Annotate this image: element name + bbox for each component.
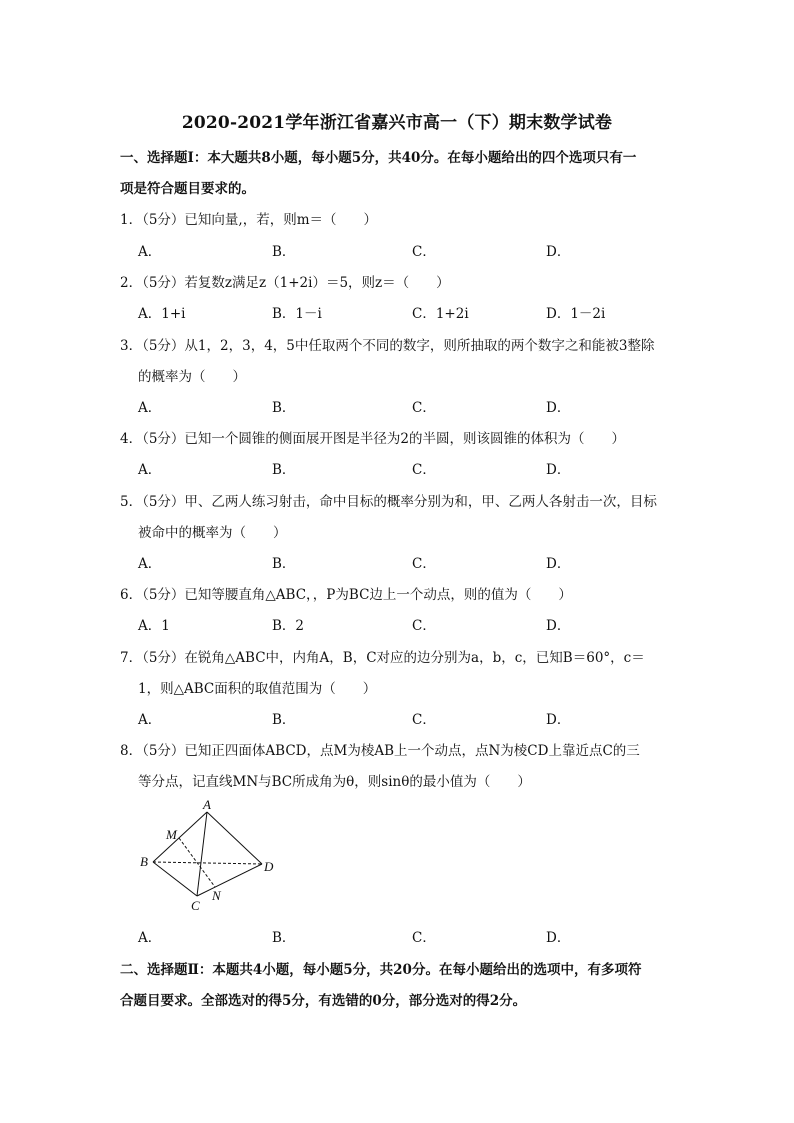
question-4-option-d: D． [546, 462, 571, 478]
question-4-line-1: 4．（5分）已知一个圆锥的侧面展开图是半径为2的半圆，则该圆锥的体积为（ ） [120, 431, 626, 447]
edge-bc [153, 862, 197, 896]
question-5-option-a: A． [138, 556, 162, 572]
question-2-option-d: D．1－2i [546, 306, 606, 322]
question-7-option-c: C． [412, 712, 436, 728]
question-2-line-1: 2．（5分）若复数z满足z（1+2i）＝5，则z＝（ ） [120, 275, 450, 291]
question-1-option-a: A． [138, 244, 162, 260]
question-1-option-c: C． [412, 244, 436, 260]
edge-ab [153, 812, 207, 862]
question-2-option-c: C．1+2i [412, 306, 469, 322]
question-4-option-a: A． [138, 462, 162, 478]
section1-line2: 项是符合题目要求的。 [120, 181, 255, 197]
edge-ac [197, 812, 207, 896]
question-6-line-1: 6．（5分）已知等腰直角△ABC，，P为BC边上一个动点，则的值为（ ） [120, 587, 572, 603]
section1-line1: 一、选择题Ⅰ：本大题共8小题，每小题5分，共40分。在每小题给出的四个选项只有一 [120, 150, 637, 166]
page-title: 2020-2021学年浙江省嘉兴市高一（下）期末数学试卷 [181, 113, 613, 133]
question-8-option-c: C． [412, 930, 436, 946]
question-7-line-1: 7．（5分）在锐角△ABC中，内角A，B，C对应的边分别为a，b，c，已知B＝60°，c＝ [120, 650, 645, 666]
question-8-option-d: D． [546, 930, 571, 946]
question-3-line-2: 的概率为（ ） [138, 369, 246, 385]
question-4-option-b: B． [272, 462, 296, 478]
question-2-option-a: A．1+i [138, 306, 186, 322]
question-6-option-c: C． [412, 618, 436, 634]
question-4-option-c: C． [412, 462, 436, 478]
question-1-option-b: B． [272, 244, 296, 260]
section2-line1: 二、选择题Ⅱ：本题共4小题，每小题5分，共20分。在每小题给出的选项中，有多项符 [120, 962, 642, 978]
question-5-line-2: 被命中的概率为（ ） [138, 525, 287, 541]
question-3-option-a: A． [138, 400, 162, 416]
edge-cd [197, 864, 262, 896]
question-5-option-d: D． [546, 556, 571, 572]
section2-line2: 合题目要求。全部选对的得5分，有选错的0分，部分选对的得2分。 [120, 993, 527, 1009]
label-n: N [212, 888, 221, 903]
label-c: C [191, 898, 200, 913]
question-8-option-b: B． [272, 930, 296, 946]
question-5-option-b: B． [272, 556, 296, 572]
question-6-option-d: D． [546, 618, 571, 634]
label-d: D [264, 859, 274, 874]
question-1-line-1: 1．（5分）已知向量,，若，则m＝（ ） [120, 212, 378, 228]
question-3-option-d: D． [546, 400, 571, 416]
question-8-line-1: 8．（5分）已知正四面体ABCD，点M为棱AB上一个动点，点N为棱CD上靠近点C的三 [120, 743, 640, 759]
label-b: B [140, 854, 148, 869]
question-2-option-b: B．1－i [272, 306, 322, 322]
question-7-option-d: D． [546, 712, 571, 728]
question-7-line-2: 1，则△ABC面积的取值范围为（ ） [138, 681, 377, 697]
question-1-option-d: D． [546, 244, 571, 260]
tetrahedron-figure [135, 797, 285, 915]
label-a: A [203, 797, 211, 812]
question-5-option-c: C． [412, 556, 436, 572]
edge-bd-hidden [153, 862, 262, 864]
question-7-option-b: B． [272, 712, 296, 728]
question-8-line-2: 等分点，记直线MN与BC所成角为θ，则sinθ的最小值为（ ） [138, 774, 531, 790]
question-7-option-a: A． [138, 712, 162, 728]
question-6-option-a: A．1 [138, 618, 170, 634]
question-5-line-1: 5．（5分）甲、乙两人练习射击，命中目标的概率分别为和，甲、乙两人各射击一次，目标 [120, 494, 657, 510]
question-3-option-b: B． [272, 400, 296, 416]
label-m: M [166, 827, 177, 842]
question-3-line-1: 3．（5分）从1，2，3，4，5中任取两个不同的数字，则所抽取的两个数字之和能被3整除 [120, 338, 655, 354]
question-3-option-c: C． [412, 400, 436, 416]
question-6-option-b: B．2 [272, 618, 305, 634]
edge-ad [207, 812, 262, 864]
question-8-option-a: A． [138, 930, 162, 946]
